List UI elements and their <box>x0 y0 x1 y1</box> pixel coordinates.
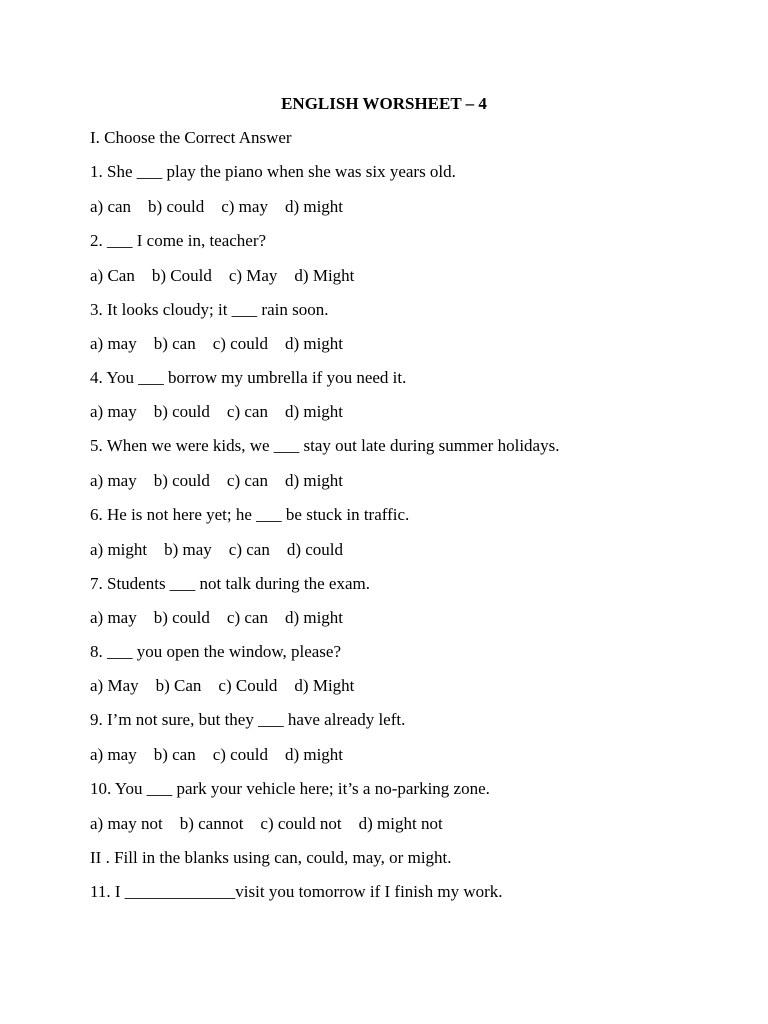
question-7-options: a) may b) could c) can d) might <box>90 608 344 627</box>
question-1-options: a) can b) could c) may d) might <box>90 197 344 216</box>
question-10: 10. You ___ park your vehicle here; it’s a no-parking zone. <box>90 779 490 798</box>
question-2-options: a) Can b) Could c) May d) Might <box>90 266 355 285</box>
question-9: 9. I’m not sure, but they ___ have already left. <box>90 710 406 729</box>
question-5-options: a) may b) could c) can d) might <box>90 471 344 490</box>
question-4: 4. You ___ borrow my umbrella if you need it. <box>90 368 407 387</box>
section-1-heading: I. Choose the Correct Answer <box>90 128 292 147</box>
question-7: 7. Students ___ not talk during the exam. <box>90 574 370 593</box>
question-5: 5. When we were kids, we ___ stay out late during summer holidays. <box>90 436 560 455</box>
section-2-heading: II . Fill in the blanks using can, could, may, or might. <box>90 848 452 867</box>
question-8: 8. ___ you open the window, please? <box>90 642 342 661</box>
question-1: 1. She ___ play the piano when she was six years old. <box>90 162 456 181</box>
question-6: 6. He is not here yet; he ___ be stuck in traffic. <box>90 505 410 524</box>
question-3-options: a) may b) can c) could d) might <box>90 334 344 353</box>
question-4-options: a) may b) could c) can d) might <box>90 402 344 421</box>
worksheet-title: ENGLISH WORSHEET – 4 <box>281 94 487 113</box>
question-9-options: a) may b) can c) could d) might <box>90 745 344 764</box>
question-10-options: a) may not b) cannot c) could not d) might not <box>90 814 443 833</box>
question-6-options: a) might b) may c) can d) could <box>90 540 344 559</box>
question-8-options: a) May b) Can c) Could d) Might <box>90 676 355 695</box>
question-3: 3. It looks cloudy; it ___ rain soon. <box>90 300 329 319</box>
question-2: 2. ___ I come in, teacher? <box>90 231 267 250</box>
question-11: 11. I _____________visit you tomorrow if I finish my work. <box>90 882 503 901</box>
